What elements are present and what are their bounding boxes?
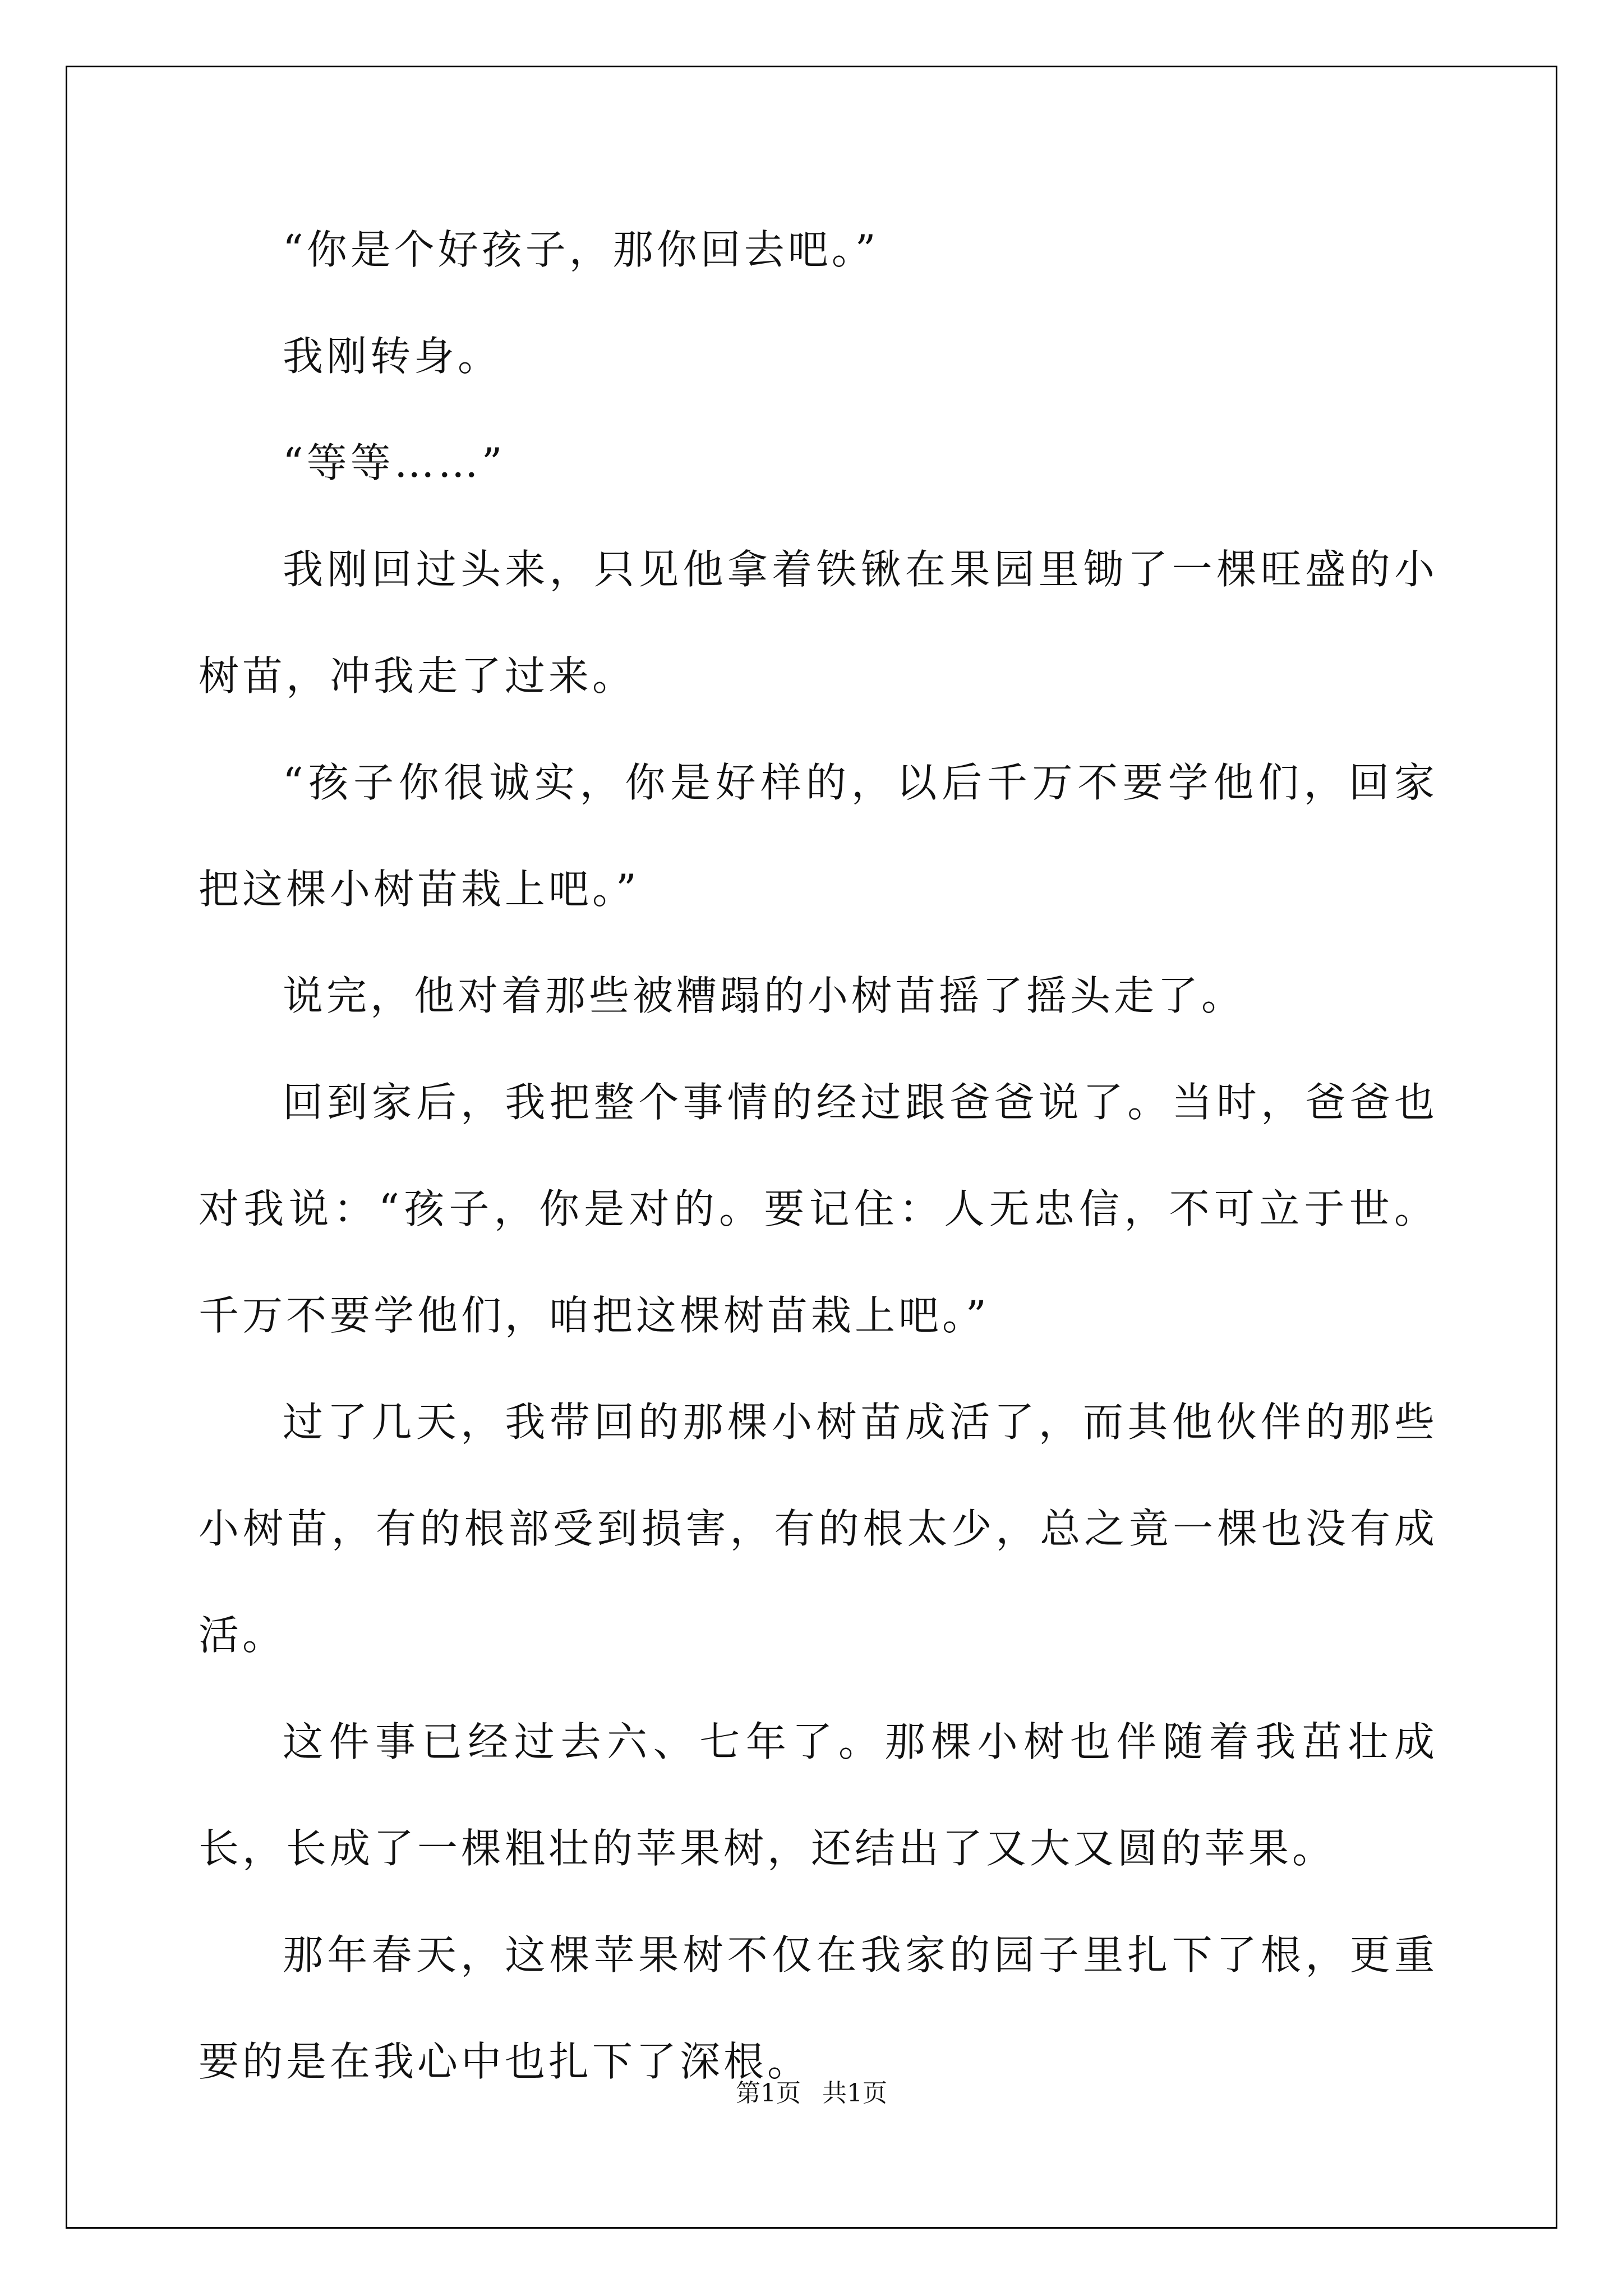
paragraph: 那年春天，这棵苹果树不仅在我家的园子里扎下了根，更重要的是在我心中也扎下了深根。 (199, 1931, 1438, 2085)
paragraph: 回到家后，我把整个事情的经过跟爸爸说了。当时，爸爸也对我说：“孩子，你是对的。要记住：人无忠信，不可立于世。千万不要学他们，咱把这棵树苗栽上吧。” (199, 1079, 1438, 1339)
paragraph: 这件事已经过去六、七年了。那棵小树也伴随着我茁壮成长，长成了一棵粗壮的苹果树，还结出了又大又圆的苹果。 (199, 1718, 1438, 1872)
total-pages: 共1页 (822, 2079, 887, 2108)
page-footer (0, 2073, 1623, 2109)
paragraph: “你是个好孩子，那你回去吧。” (283, 226, 879, 273)
paragraph: “孩子你很诚实，你是好样的，以后千万不要学他们，回家把这棵小树苗栽上吧。” (199, 759, 1438, 913)
paragraph: 我刚转身。 (283, 333, 502, 380)
paragraph: 说完，他对着那些被糟蹋的小树苗摇了摇头走了。 (283, 972, 1246, 1019)
page-number: 第1页 (736, 2079, 801, 2108)
paragraph: 我刚回过头来，只见他拿着铁锹在果园里锄了一棵旺盛的小树苗，冲我走了过来。 (199, 546, 1438, 700)
paragraph: “等等……” (283, 439, 506, 486)
paragraph: 过了几天，我带回的那棵小树苗成活了，而其他伙伴的那些小树苗，有的根部受到损害，有的根太少，总之竟一棵也没有成活。 (199, 1398, 1438, 1659)
document-body (199, 196, 1438, 2115)
